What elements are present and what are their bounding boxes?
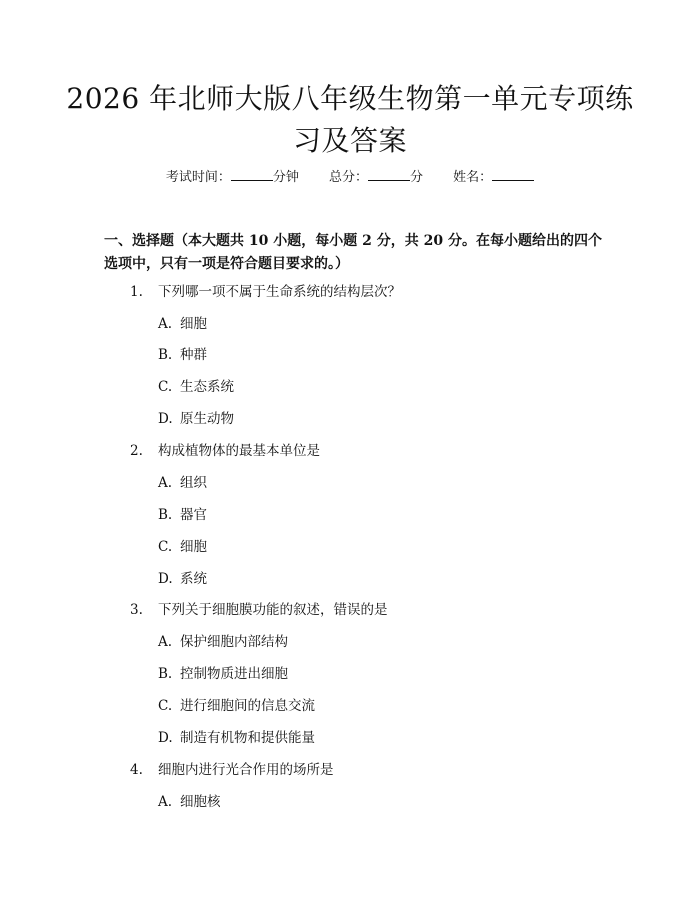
option-text: 细胞: [180, 539, 207, 555]
score-label: 总分：: [328, 170, 368, 185]
option-3b: [158, 664, 288, 684]
option-letter: D.: [158, 571, 173, 587]
name-label: 姓名：: [453, 170, 493, 185]
option-letter: C.: [158, 698, 173, 714]
question-text: 下列关于细胞膜功能的叙述，错误的是: [158, 602, 388, 618]
option-text: 保护细胞内部结构: [180, 634, 288, 650]
score-blank: [368, 168, 410, 181]
option-text: 原生动物: [180, 411, 234, 427]
option-text: 控制物质进出细胞: [180, 666, 288, 682]
option-letter: A.: [158, 634, 173, 650]
question-number: 2.: [130, 443, 143, 459]
question-number: 4.: [130, 762, 143, 778]
score-field: [329, 168, 423, 188]
question-2: [130, 441, 320, 461]
option-letter: A.: [158, 794, 173, 810]
question-text: 下列哪一项不属于生命系统的结构层次？: [158, 284, 401, 300]
option-letter: B.: [158, 347, 173, 363]
question-4: [130, 760, 334, 780]
option-text: 器官: [180, 507, 207, 523]
option-text: 生态系统: [180, 379, 234, 395]
option-letter: A.: [158, 316, 173, 332]
option-letter: B.: [158, 507, 173, 523]
option-2b: [158, 505, 207, 525]
option-letter: D.: [158, 411, 173, 427]
option-2c: [158, 537, 207, 557]
option-letter: A.: [158, 475, 173, 491]
option-text: 进行细胞间的信息交流: [180, 698, 315, 714]
page-title: 2026 年北师大版八年级生物第一单元专项练习及答案: [66, 82, 634, 157]
option-text: 制造有机物和提供能量: [180, 730, 315, 746]
time-blank: [231, 168, 273, 181]
option-1d: [158, 409, 234, 429]
option-text: 组织: [180, 475, 207, 491]
option-text: 细胞核: [180, 794, 221, 810]
option-1b: [158, 345, 207, 365]
time-label: 考试时间：: [165, 170, 231, 185]
question-text: 构成植物体的最基本单位是: [158, 443, 320, 459]
option-text: 细胞: [180, 316, 207, 332]
time-field: [166, 168, 299, 188]
option-letter: D.: [158, 730, 173, 746]
option-letter: C.: [158, 379, 173, 395]
option-1a: [158, 314, 207, 334]
option-letter: C.: [158, 539, 173, 555]
option-1c: [158, 377, 234, 397]
exam-info: [0, 168, 700, 188]
question-1: [130, 282, 401, 302]
option-letter: B.: [158, 666, 173, 682]
name-field: [453, 168, 534, 188]
name-blank: [492, 168, 534, 181]
option-2d: [158, 569, 207, 589]
option-text: 系统: [180, 571, 207, 587]
option-text: 种群: [180, 347, 207, 363]
score-unit: 分: [410, 170, 424, 185]
option-3c: [158, 696, 315, 716]
option-2a: [158, 473, 207, 493]
question-number: 1.: [130, 284, 143, 300]
section-heading: 一、选择题（本大题共 10 小题，每小题 2 分，共 20 分。在每小题给出的四个选项中，只有一项是符合题目要求的。）: [104, 233, 602, 272]
question-number: 3.: [130, 602, 143, 618]
time-unit: 分钟: [272, 170, 299, 185]
question-3: [130, 600, 388, 620]
option-3a: [158, 632, 288, 652]
option-4a: [158, 792, 221, 812]
option-3d: [158, 728, 315, 748]
question-text: 细胞内进行光合作用的场所是: [158, 762, 334, 778]
